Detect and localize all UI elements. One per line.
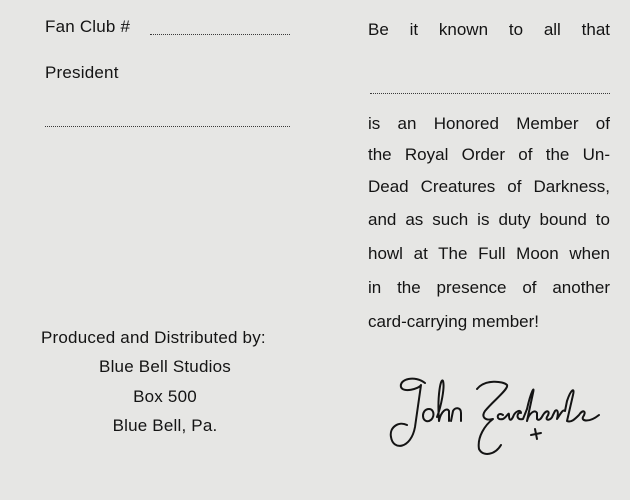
president-line <box>45 126 290 127</box>
address-line-studio: Blue Bell Studios <box>99 357 231 376</box>
president-label: President <box>45 63 119 82</box>
produced-by-heading: Produced and Distributed by: <box>41 328 266 347</box>
declaration-line-1: Be it known to all that <box>368 20 610 39</box>
address-line-city: Blue Bell, Pa. <box>112 416 218 435</box>
fan-club-number-line <box>150 34 290 35</box>
declaration-line-4: Dead Creatures of Darkness, <box>368 177 610 196</box>
address-line-box: Box 500 <box>133 387 197 406</box>
member-name-line <box>370 93 610 94</box>
declaration-line-7: in the presence of another <box>368 278 610 297</box>
declaration-line-8: card-carrying member! <box>368 312 539 331</box>
fan-club-number-label: Fan Club # <box>45 17 131 36</box>
declaration-line-5: and as such is duty bound to <box>368 210 610 229</box>
declaration-line-2: is an Honored Member of <box>368 114 610 133</box>
declaration-line-3: the Royal Order of the Un- <box>368 145 610 164</box>
signature-image <box>385 365 615 465</box>
declaration-line-6: howl at The Full Moon when <box>368 244 610 263</box>
